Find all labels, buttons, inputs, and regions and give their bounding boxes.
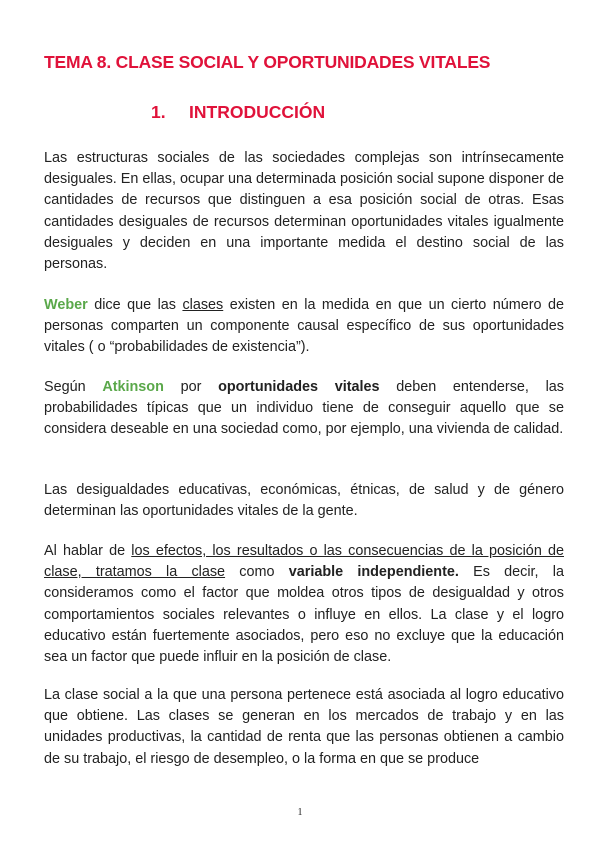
text-segment: dice que las (87, 297, 183, 313)
section-title: INTRODUCCIÓN (189, 102, 326, 122)
document-title: TEMA 8. CLASE SOCIAL Y OPORTUNIDADES VITALES (44, 52, 491, 72)
text-segment: como (225, 564, 289, 581)
term-oportunidades-vitales: oportunidades vitales (218, 379, 380, 395)
text-segment: Al hablar de (44, 543, 132, 559)
text-segment: Según (44, 379, 103, 395)
section-heading (151, 102, 325, 123)
paragraph-variable-independiente (44, 541, 564, 668)
text-segment: existen en la medida en que un cierto número de personas comparten un componente causal específico de sus oportunidades vitales ( o “probabilidades de existencia”). (44, 297, 564, 356)
text-segment: Es decir, la consideramos como el factor que moldea otros tipos de desigualdad y otros comportamientos sociales relevantes o influye en ellos. La clase y el logro educativo están fuertemente asociados, pero eso no excluye que la educación sea un factor que puede influir en la posición de clase. (44, 564, 564, 666)
term-clases: clases (182, 297, 224, 313)
paragraph-atkinson (44, 377, 564, 441)
section-number: 1. (151, 102, 166, 122)
author-atkinson: Atkinson (102, 379, 164, 395)
paragraph-intro: Las estructuras sociales de las sociedades complejas son intrínsecamente desiguales. En ellas, ocupar una determinada posición social supone disponer de cantidades de recursos que distinguen a esa posición social de otras. Esas cantidades desiguales de recursos determinan oportunidades vitales igualmente desiguales y deciden en una importante medida el destino social de las personas. (44, 150, 565, 273)
page-number: 1 (297, 807, 303, 818)
paragraph-clase-social: La clase social a la que una persona pertenece está asociada al logro educativo que obtiene. Las clases se generan en los mercados de trabajo y en las unidades productivas, la cantidad de renta que las personas obtienen a cambio de su trabajo, el riesgo de desempleo, o la forma en que se produce (44, 687, 564, 767)
paragraph-weber (44, 295, 564, 359)
text-segment: deben entenderse, las probabilidades típicas que un individuo tiene de conseguir aquello que se considera deseable en una sociedad como, por ejemplo, una vivienda de calidad. (44, 379, 564, 438)
paragraph-desigualdades: Las desigualdades educativas, económicas, étnicas, de salud y de género determinan las oportunidades vitales de la gente. (44, 482, 564, 520)
text-segment: por (163, 379, 219, 395)
author-weber: Weber (44, 297, 88, 313)
term-variable-independiente: variable independiente. (288, 564, 459, 581)
underlined-phrase: los efectos, los resultados o las consecuencias de la posición de clase, tratamos la clase (44, 543, 564, 581)
